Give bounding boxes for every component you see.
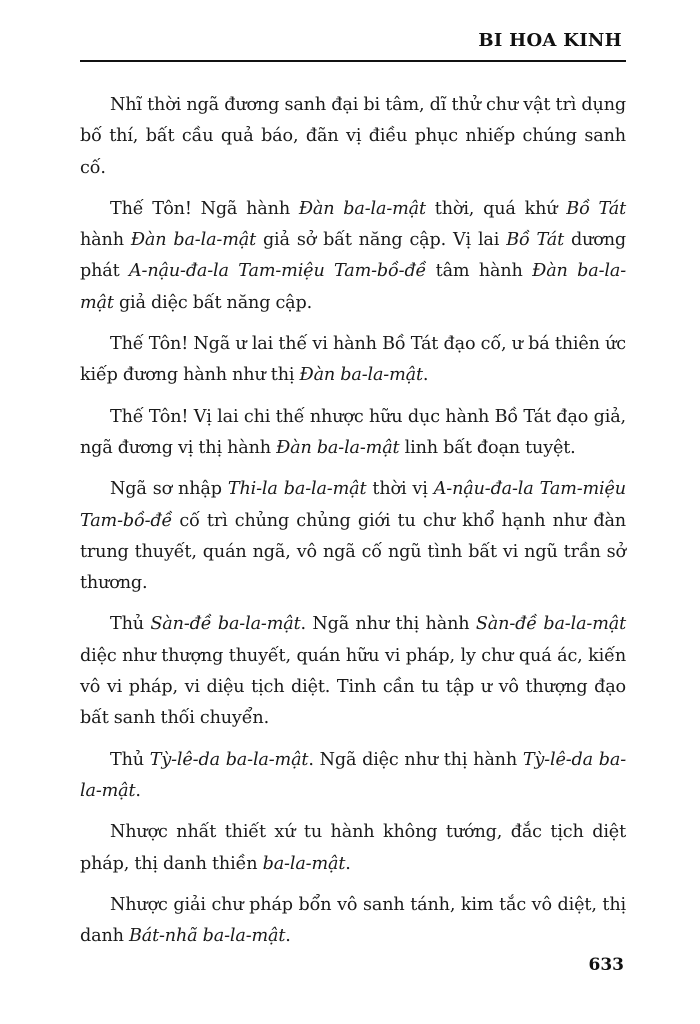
italic-term: Tỳ-lê-da ba-la-mật	[149, 749, 309, 770]
italic-term: Đàn ba-la-mật	[80, 261, 626, 313]
italic-term: Tỳ-lê-da ba-la-mật	[80, 749, 627, 801]
text-run: Thế Tôn! Ngã ư lai thế vi hành Bồ Tát đạo cố, ư bá thiên ức kiếp đương hành như thị	[80, 334, 626, 386]
paragraph	[80, 474, 626, 599]
italic-term: Đàn ba-la-mật	[276, 437, 400, 458]
text-run: cố trì chủng chủng giới tu chư khổ hạnh như đàn trung thuyết, quán ngã, vô ngã cố ngũ tình bất vi ngũ trần sở thương.	[80, 510, 626, 594]
paragraph	[80, 609, 626, 734]
paragraph	[80, 329, 626, 392]
text-run: .	[422, 365, 429, 386]
text-run: Thủ	[110, 614, 151, 635]
paragraph	[80, 402, 626, 465]
paragraph	[80, 817, 626, 880]
text-run: giả diệc bất năng cập.	[113, 292, 313, 313]
paragraph	[80, 890, 626, 953]
italic-term: Đàn ba-la-mật	[299, 365, 423, 386]
italic-term: Đàn ba-la-mật	[298, 198, 426, 219]
text-run: .	[345, 853, 351, 874]
italic-term: Thi-la ba-la-mật	[227, 479, 367, 500]
text-run: thời vị	[366, 479, 434, 500]
text-run: diệc như thượng thuyết, quán hữu vi pháp, ly chư quá ác, kiến vô vi pháp, vi diệu tịch diệt. Tinh cần tu tập ư vô thượng đạo bất sanh thối chuyển.	[80, 645, 626, 729]
text-run: Thế Tôn! Vị lai chi thế nhược hữu dục hành Bồ Tát đạo giả, ngã đương vị thị hành	[80, 406, 626, 458]
italic-term: Bát-nhã ba-la-mật	[128, 926, 286, 947]
paragraph	[80, 745, 626, 808]
text-run: Thế Tôn! Ngã hành	[110, 198, 299, 219]
text-run: hành	[80, 230, 131, 251]
header-rule	[80, 60, 626, 62]
italic-term: ba-la-mật	[262, 853, 346, 874]
paragraph	[80, 90, 626, 184]
text-run: linh bất đoạn tuyệt.	[399, 437, 576, 458]
text-run: .	[285, 926, 291, 947]
text-run: . Ngã như thị hành	[300, 614, 476, 635]
paragraph	[80, 194, 626, 319]
italic-term: Bồ Tát	[506, 230, 565, 251]
italic-term: Bồ Tát	[566, 198, 627, 219]
text-run: thời, quá khứ	[425, 198, 567, 219]
text-run: Thủ	[110, 749, 150, 770]
italic-term: Sàn-đề ba-la-mật	[475, 614, 626, 635]
text-run: .	[135, 780, 141, 801]
italic-term: A-nậu-đa-la Tam-miệu Tam-bồ-đề	[80, 479, 626, 531]
text-run: Ngã sơ nhập	[110, 479, 228, 500]
page-number: 633	[588, 955, 624, 975]
text-run: giả sở bất năng cập. Vị lai	[256, 230, 507, 251]
text-run: Nhược nhất thiết xứ tu hành không tướng, đắc tịch diệt pháp, thị danh thiền	[80, 822, 626, 874]
text-run: dương phát	[80, 230, 626, 282]
text-run: . Ngã diệc như thị hành	[308, 749, 523, 770]
italic-term: Đàn ba-la-mật	[130, 230, 256, 251]
body-text	[80, 90, 626, 962]
running-header: BI HOA KINH	[478, 30, 622, 51]
italic-term: A-nậu-đa-la Tam-miệu Tam-bồ-đề	[128, 261, 427, 282]
text-run: tâm hành	[426, 261, 533, 282]
italic-term: Sàn-đề ba-la-mật	[150, 614, 301, 635]
text-run: Nhĩ thời ngã đương sanh đại bi tâm, dĩ thử chư vật trì dụng bố thí, bất cầu quả báo, đãn vị điều phục nhiếp chúng sanh cố.	[80, 95, 626, 178]
text-run: Nhược giải chư pháp bổn vô sanh tánh, kim tắc vô diệt, thị danh	[80, 894, 626, 947]
